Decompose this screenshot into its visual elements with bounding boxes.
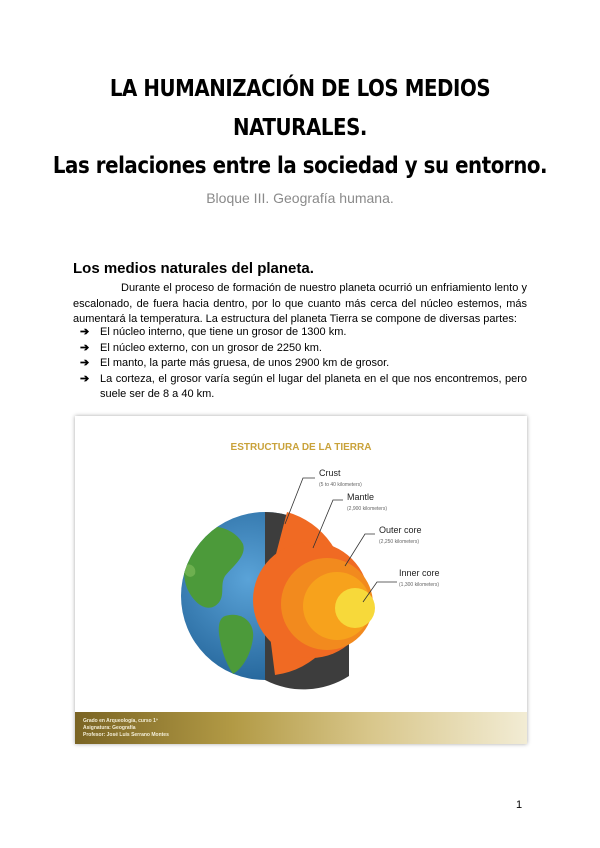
- mantle-detail: (2,900 kilometers): [347, 506, 388, 512]
- figure-footer: [75, 712, 527, 744]
- right-arrow-icon: ➔: [80, 326, 90, 338]
- outer-core-detail: (2,250 kilometers): [379, 539, 420, 545]
- right-arrow-icon: ➔: [80, 357, 90, 369]
- layer-list: [80, 325, 527, 403]
- title-line-3: Las relaciones entre la sociedad y su entorno.: [52, 153, 548, 179]
- footer-line-1: Grado en Arqueología, curso 1º: [83, 718, 158, 724]
- crust-label: Crust: [319, 468, 341, 478]
- page-number: 1: [516, 799, 523, 811]
- subtitle: Bloque III. Geografía humana.: [206, 190, 394, 206]
- right-arrow-icon: ➔: [80, 341, 90, 354]
- crust-detail: (5 to 40 kilometers): [319, 482, 362, 488]
- figure-title: ESTRUCTURA DE LA TIERRA: [230, 442, 372, 453]
- list-item-text: El núcleo externo, con un grosor de 2250 km.: [100, 341, 322, 354]
- footer-line-2: Asignatura: Geografía: [83, 725, 136, 731]
- inner-core-detail: (1,300 kilometers): [399, 582, 440, 588]
- title-line-1: LA HUMANIZACIÓN DE LOS MEDIOS: [109, 76, 491, 102]
- section-heading: Los medios naturales del planeta.: [73, 260, 314, 277]
- earth-structure-figure: [75, 416, 527, 744]
- footer-line-3: Profesor: José Luis Serrano Montes: [83, 732, 169, 738]
- list-item: [80, 325, 527, 341]
- earth-diagram: [75, 416, 527, 712]
- list-item: [80, 341, 527, 357]
- earth-cutaway: [253, 512, 375, 689]
- list-item: [80, 372, 527, 403]
- list-item-text: La corteza, el grosor varía según el lugar del planeta en el que nos encontremos, pero suele ser de 8 a 40 km.: [100, 372, 527, 400]
- list-item: [80, 356, 527, 372]
- mantle-label: Mantle: [347, 492, 375, 502]
- inner-core-label: Inner core: [399, 568, 440, 578]
- outer-core-label: Outer core: [379, 525, 422, 535]
- section-paragraph: Durante el proceso de formación de nuestro planeta ocurrió un enfriamiento lento y escalonado, de fuera hacia dentro, por lo que cuanto más cerca del núcleo estemos, más aumentará la temperatura. La estructura del planeta Tierra se compone de diversas partes:: [73, 282, 527, 325]
- right-arrow-icon: ➔: [80, 372, 90, 385]
- title-line-2: NATURALES.: [233, 115, 367, 141]
- list-item-text: El núcleo interno, que tiene un grosor de 1300 km.: [100, 326, 347, 338]
- list-item-text: El manto, la parte más gruesa, de unos 2900 km de grosor.: [100, 357, 390, 369]
